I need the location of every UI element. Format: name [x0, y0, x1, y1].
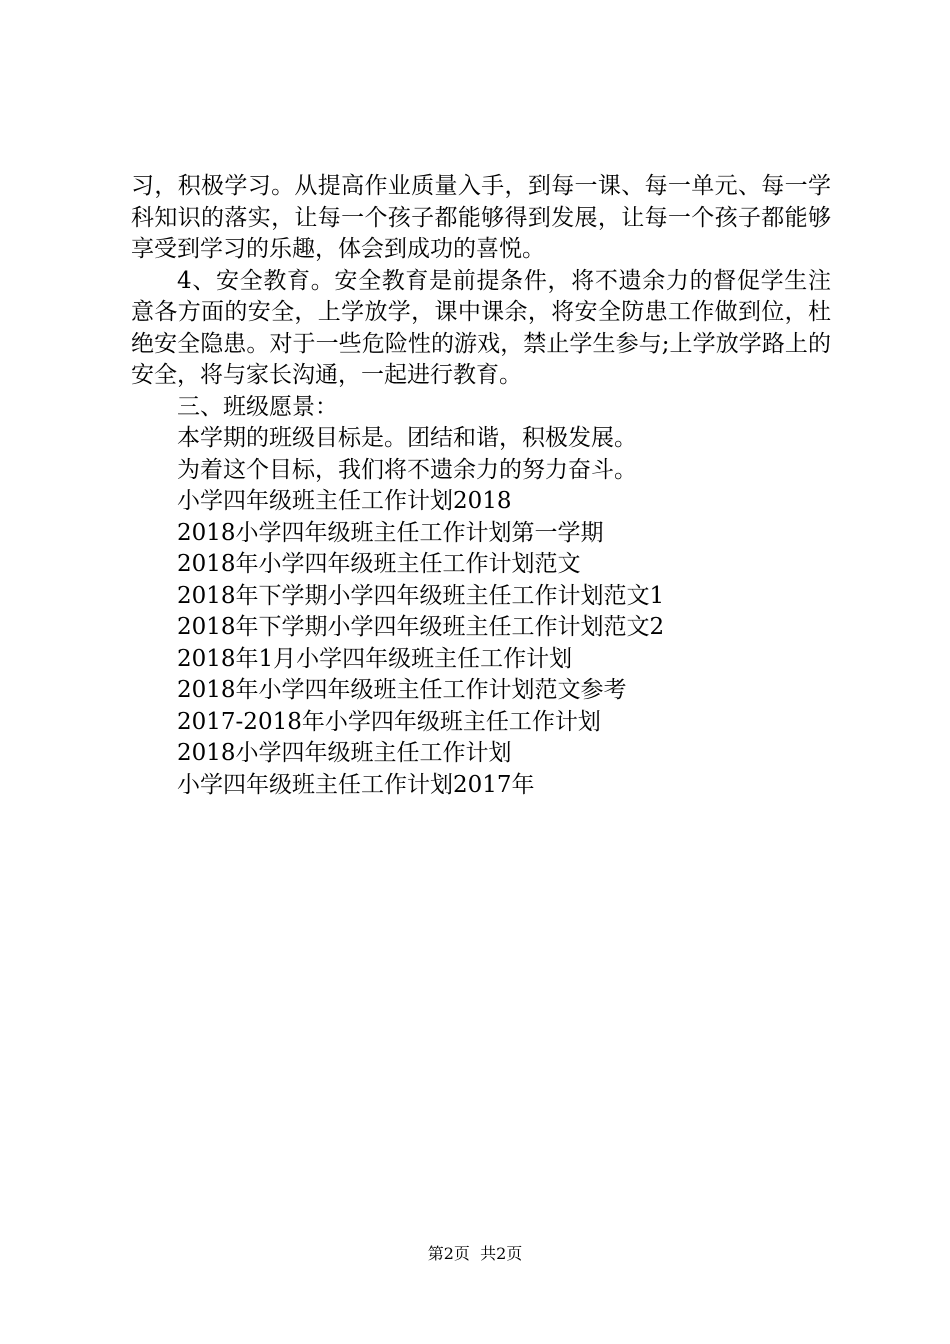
related-title: 2018小学四年级班主任工作计划第一学期: [177, 519, 604, 546]
text-line: 为着这个目标，我们将不遗余力的努力奋斗。: [177, 456, 637, 483]
related-title: 2018小学四年级班主任工作计划: [177, 740, 512, 766]
related-title: 2018年小学四年级班主任工作计划范文参考: [177, 677, 627, 703]
section-heading-class-vision: 三、班级愿景：: [177, 393, 338, 420]
document-body: [131, 171, 831, 801]
related-title: 2018年小学四年级班主任工作计划范文: [177, 551, 581, 577]
related-title: 小学四年级班主任工作计划2017年: [177, 771, 535, 798]
related-title: 小学四年级班主任工作计划2018: [177, 488, 512, 514]
related-title: 2018年1月小学四年级班主任工作计划: [177, 645, 573, 672]
page-number-footer: 第2页 共2页: [427, 1244, 523, 1263]
related-title: 2018年下学期小学四年级班主任工作计划范文1: [177, 582, 665, 609]
paragraph-safety-education: 4、安全教育。安全教育是前提条件，将不遗余力的督促学生注意各方面的安全，上学放学，课中课余，将安全防患工作做到位，杜绝安全隐患。对于一些危险性的游戏，禁止学生参与;上学放学路上的安全，将与家长沟通，一起进行教育。: [131, 267, 831, 388]
related-title: 2018年下学期小学四年级班主任工作计划范文2: [177, 614, 665, 640]
text-line: 本学期的班级目标是。团结和谐，积极发展。: [177, 425, 637, 451]
paragraph-continuation: 习，积极学习。从提高作业质量入手，到每一课、每一单元、每一学科知识的落实，让每一个孩子都能够得到发展，让每一个孩子都能够享受到学习的乐趣，体会到成功的喜悦。: [131, 173, 831, 262]
related-title: 2017-2018年小学四年级班主任工作计划: [177, 708, 601, 735]
